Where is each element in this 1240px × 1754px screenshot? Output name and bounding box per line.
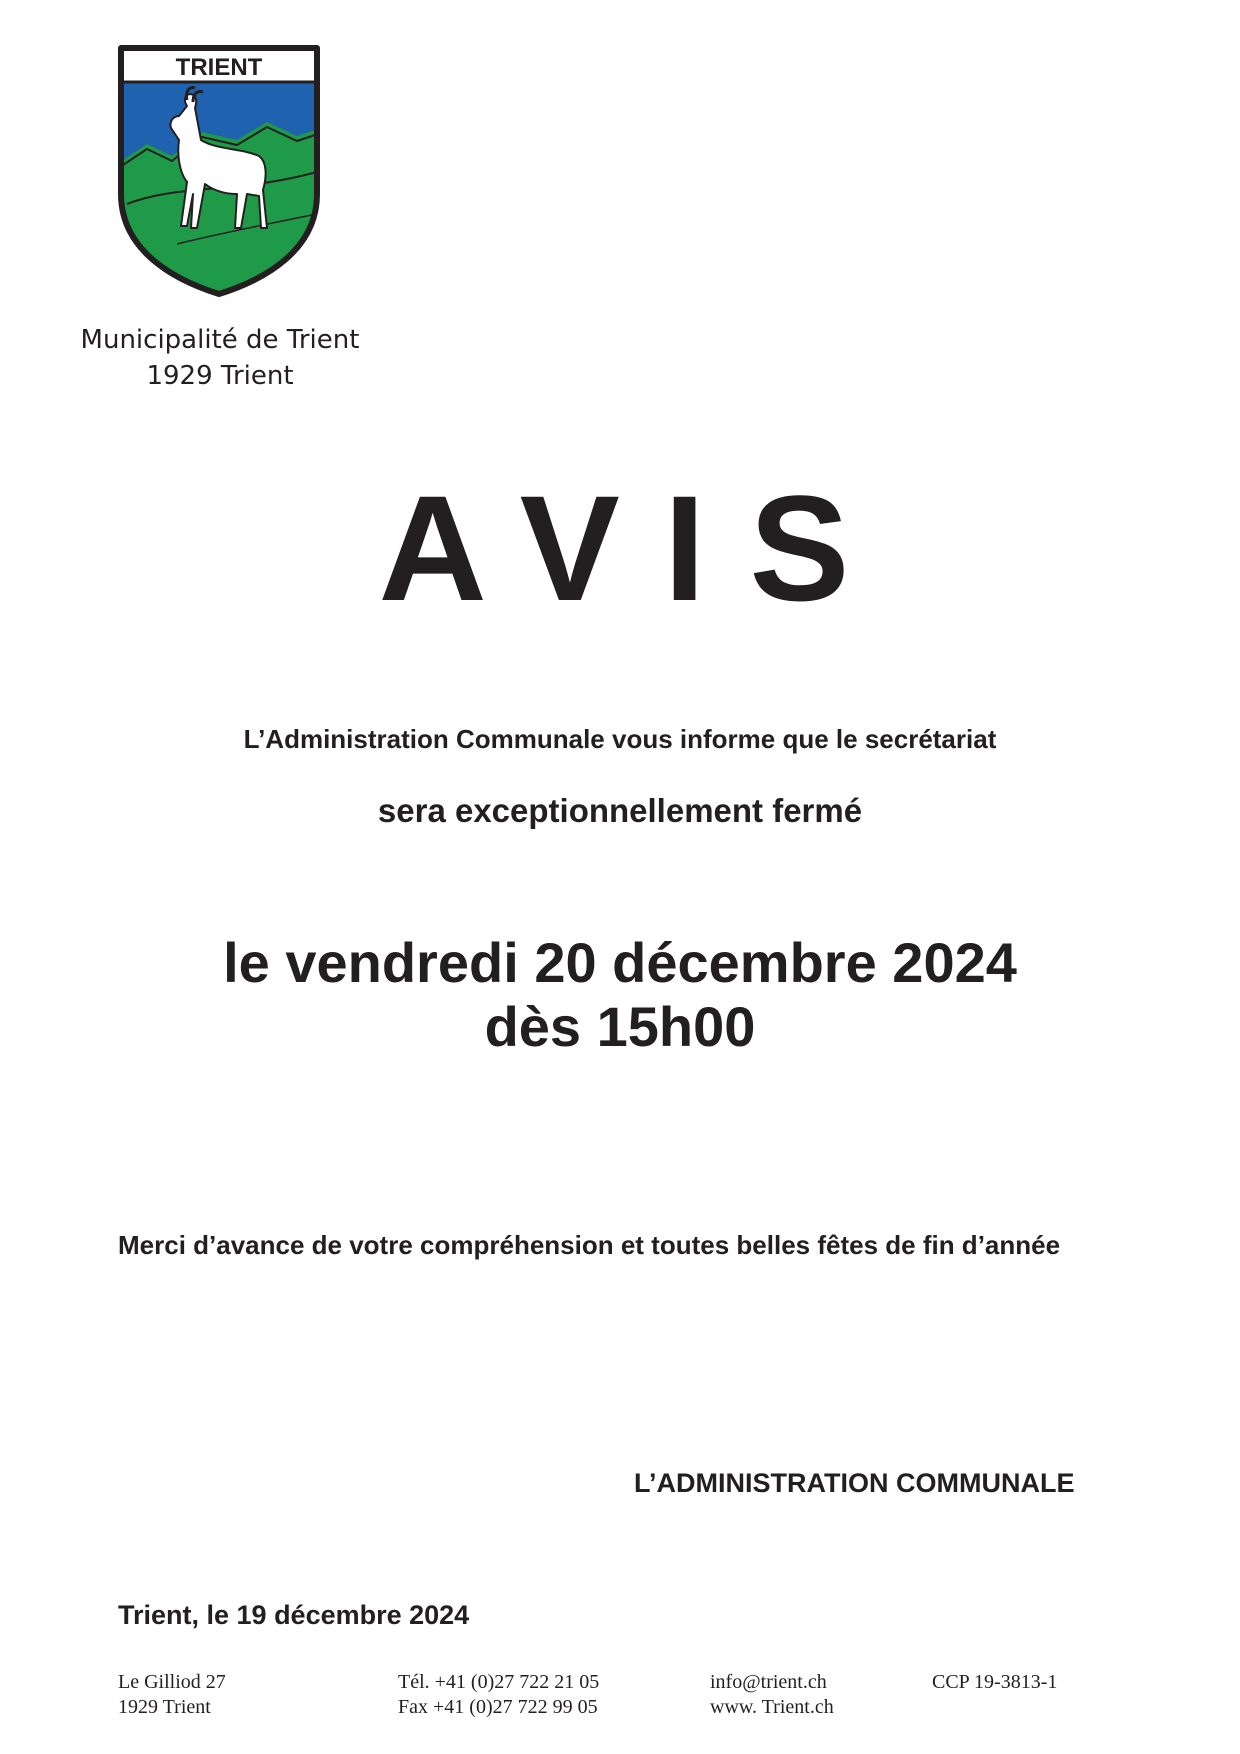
footer-address: [118, 1670, 226, 1720]
footer-ccp: [932, 1670, 1057, 1695]
closure-date: le vendredi 20 décembre 2024: [223, 931, 1017, 994]
footer-address-line2: 1929 Trient: [118, 1696, 211, 1718]
closed-line: sera exceptionnellement fermé: [377, 792, 863, 829]
thanks-message: Merci d’avance de votre compréhension et toutes belles fêtes de fin d’année: [118, 1230, 1061, 1260]
footer-ccp-number: CCP 19-3813-1: [932, 1671, 1058, 1693]
footer-fax: Fax +41 (0)27 722 99 05: [398, 1696, 598, 1718]
footer-email-link[interactable]: info@trient.ch: [710, 1671, 827, 1693]
page-title: AVIS: [378, 464, 894, 632]
footer-website-link[interactable]: www. Trient.ch: [710, 1696, 834, 1718]
municipality-name: Municipalité de Trient: [80, 325, 360, 355]
closure-time: dès 15h00: [484, 995, 756, 1058]
inform-line: L’Administration Communale vous informe que le secrétariat: [243, 724, 997, 754]
signature: L’ADMINISTRATION COMMUNALE: [634, 1468, 1075, 1498]
footer-contact: [710, 1670, 834, 1720]
footer-address-line1: Le Gilliod 27: [118, 1671, 226, 1693]
footer-phone-fax: [398, 1670, 599, 1720]
place-and-date: Trient, le 19 décembre 2024: [118, 1600, 470, 1630]
trient-coat-of-arms-logo: [117, 44, 321, 298]
crest-banner-text: TRIENT: [175, 54, 263, 81]
municipality-postcode: 1929 Trient: [146, 361, 294, 391]
footer-phone: Tél. +41 (0)27 722 21 05: [398, 1671, 600, 1693]
